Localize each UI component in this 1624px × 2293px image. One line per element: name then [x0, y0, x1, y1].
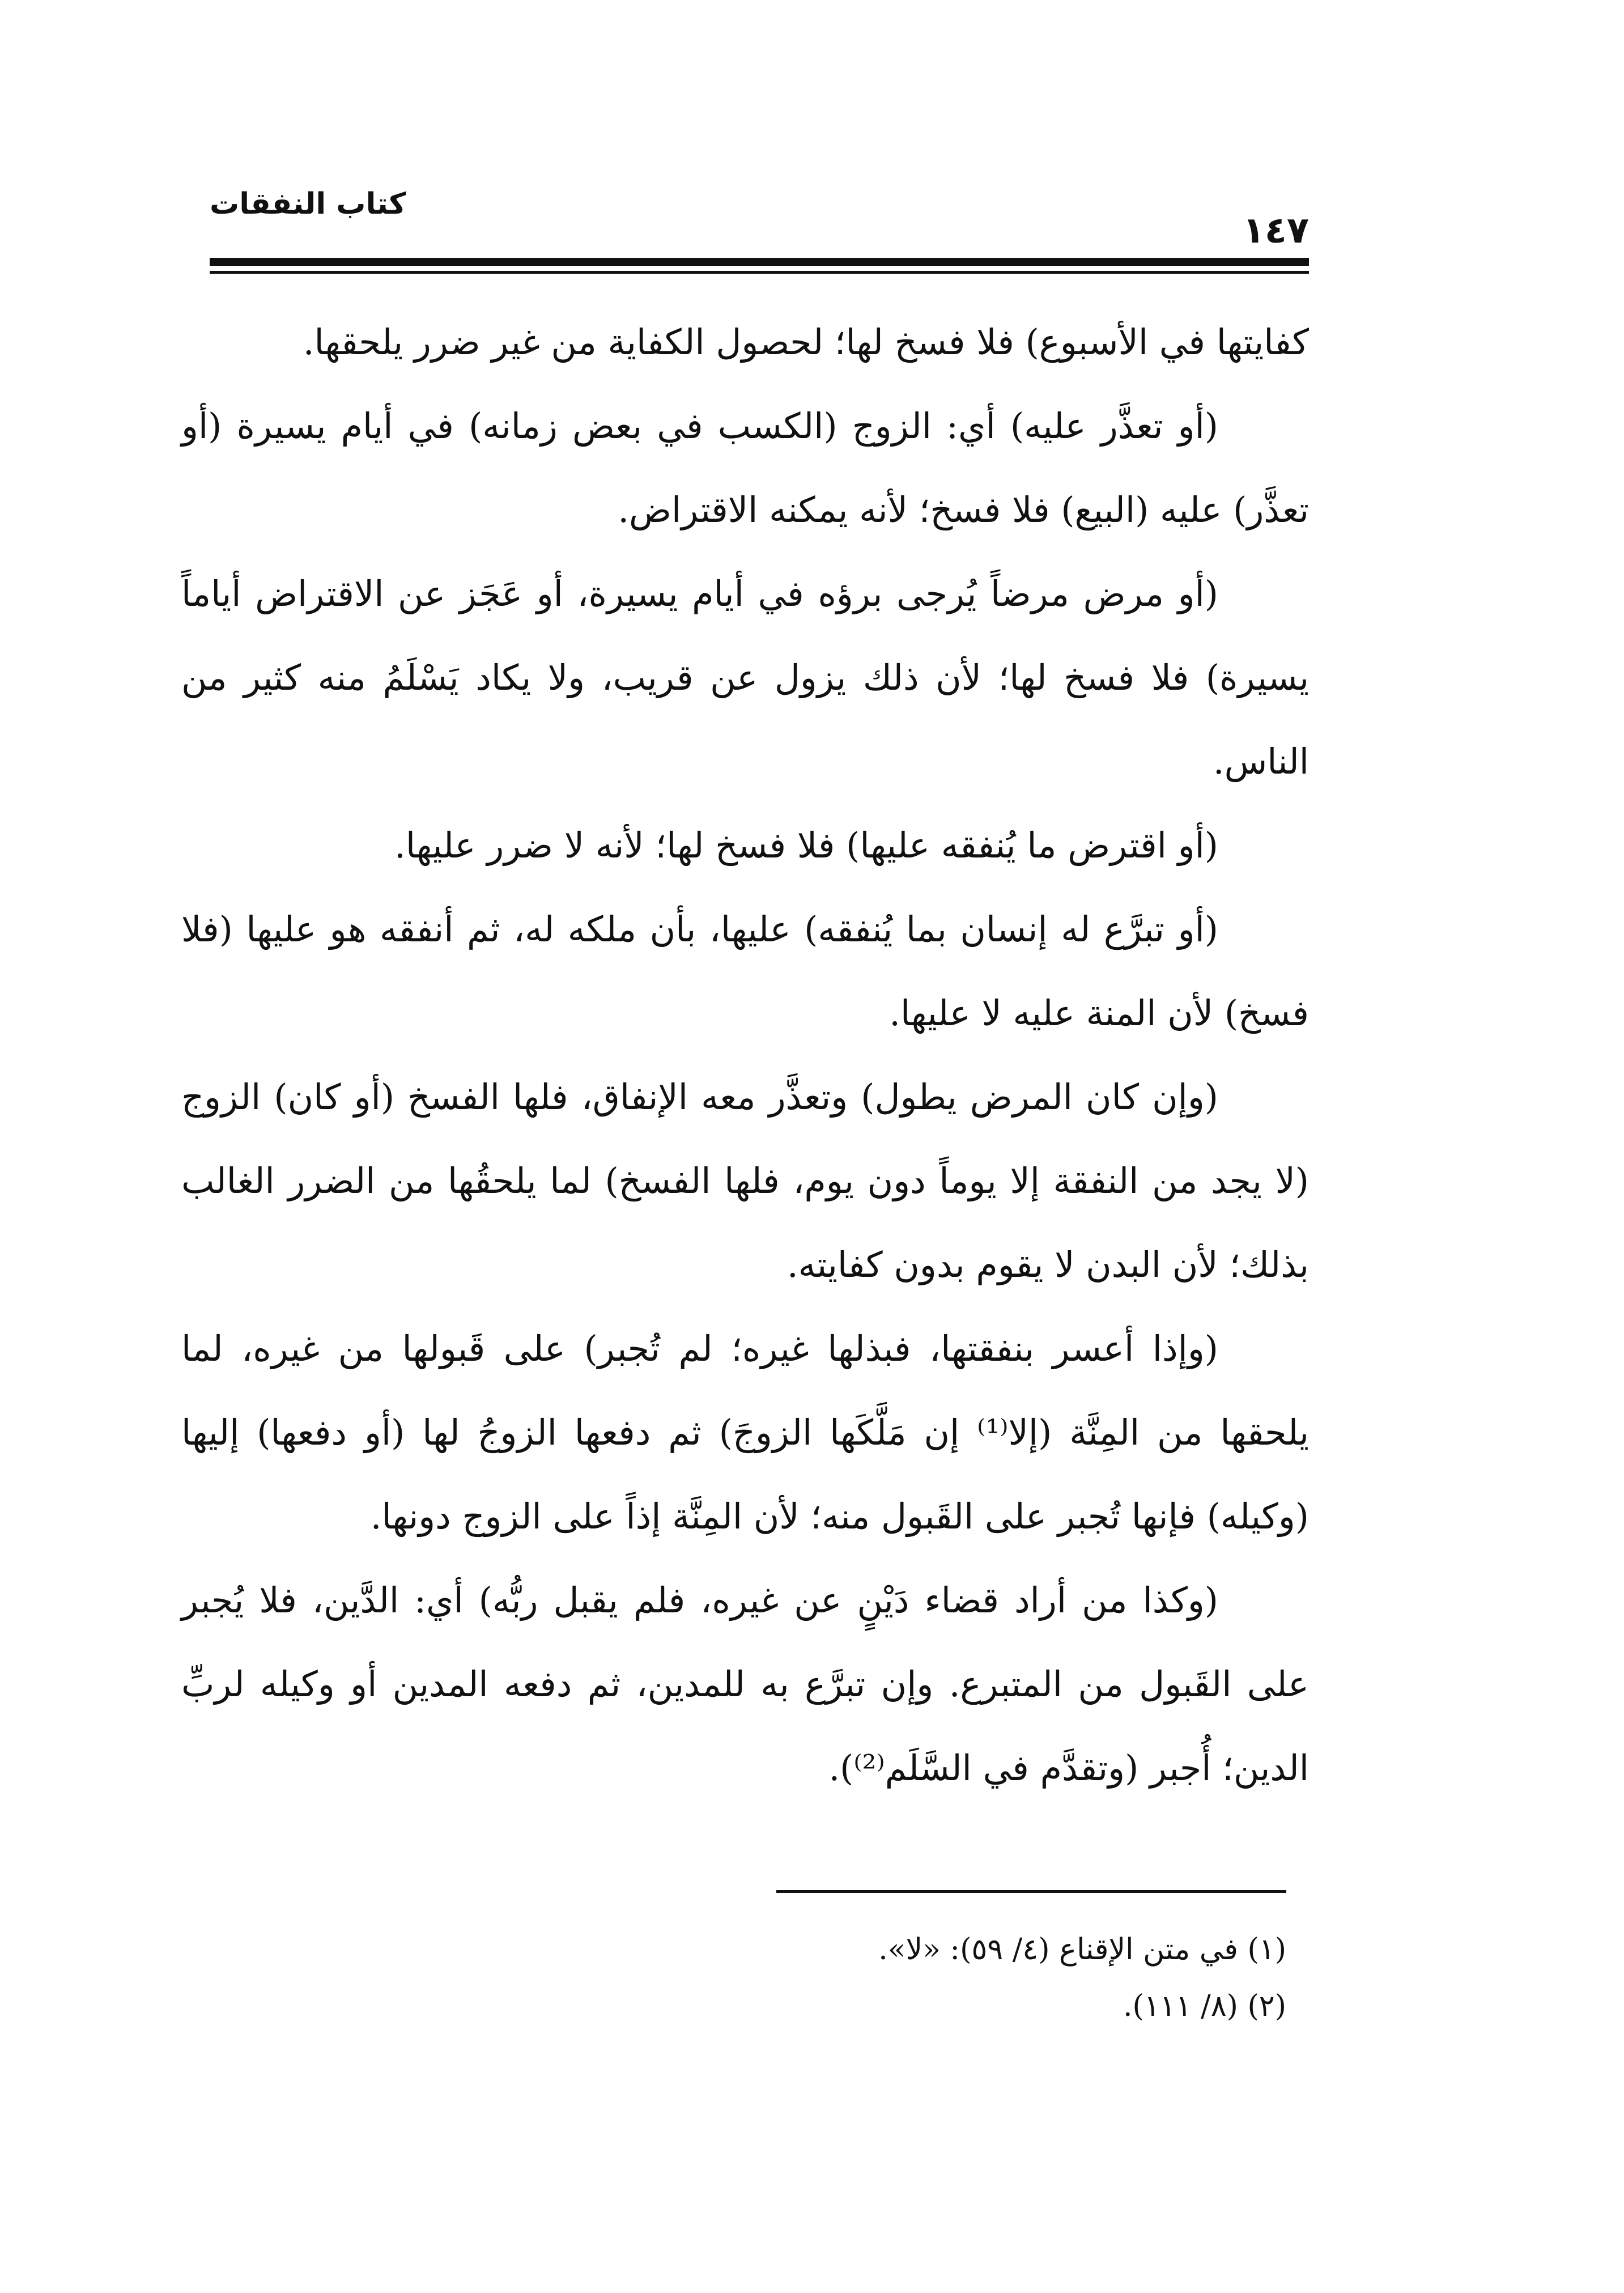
page-number: ١٤٧	[1242, 210, 1309, 252]
paragraph: (أو مرض مرضاً يُرجى برؤه في أيام يسيرة، أو عَجَز عن الاقتراض أياماً يسيرة) فلا فسخ لها؛ لأن ذلك يزول عن قريب، ولا يكاد يَسْلَمُ منه كثير من الناس.	[181, 573, 1309, 782]
paragraph: (وكذا من أراد قضاء دَيْنٍ عن غيره، فلم يقبل ربُّه) أي: الدَّين، فلا يُجبر على القَبول من المتبرع. وإن تبرَّع به للمدين، ثم دفعه المدين أو وكيله لربِّ الدين؛ أُجبر (وتقدَّم في السَّلَم⁽²⁾).	[181, 1579, 1309, 1789]
running-title: كتاب النفقات	[210, 187, 406, 221]
header-rule-thick	[210, 258, 1309, 266]
paragraph: (أو تبرَّع له إنسان بما يُنفقه) عليها، بأن ملكه له، ثم أنفقه هو عليها (فلا فسخ) لأن المنة عليه لا عليها.	[181, 908, 1309, 1034]
body-text	[181, 300, 1309, 1810]
paragraph: (أو تعذَّر عليه) أي: الزوج (الكسب في بعض زمانه) في أيام يسيرة (أو تعذَّر) عليه (البيع) فلا فسخ؛ لأنه يمكنه الاقتراض.	[181, 405, 1309, 530]
paragraph: (أو اقترض ما يُنفقه عليها) فلا فسخ لها؛ لأنه لا ضرر عليها.	[394, 825, 1218, 866]
paragraph: كفايتها في الأسبوع) فلا فسخ لها؛ لحصول الكفاية من غير ضرر يلحقها.	[303, 321, 1309, 363]
footnote: (١) في متن الإقناع (٤/ ٥٩): «لا».	[878, 1933, 1286, 1967]
header-rule-thin	[210, 271, 1309, 274]
paragraph: (وإذا أعسر بنفقتها، فبذلها غيره؛ لم تُجبر) على قَبولها من غيره، لما يلحقها من المِنَّة (إلا⁽¹⁾ إن مَلَّكَها الزوجَ) ثم دفعها الزوجُ لها (أو دفعها) إليها (وكيله) فإنها تُجبر على القَبول منه؛ لأن المِنَّة إذاً على الزوج دونها.	[181, 1328, 1309, 1537]
paragraph: (وإن كان المرض يطول) وتعذَّر معه الإنفاق، فلها الفسخ (أو كان) الزوج (لا يجد من النفقة إلا يوماً دون يوم، فلها الفسخ) لما يلحقُها من الضرر الغالب بذلك؛ لأن البدن لا يقوم بدون كفايته.	[181, 1076, 1309, 1285]
footnote-separator	[776, 1890, 1286, 1893]
footnote: (٢) (٨/ ١١١).	[1123, 1989, 1286, 2023]
footnotes	[210, 1921, 1286, 2035]
